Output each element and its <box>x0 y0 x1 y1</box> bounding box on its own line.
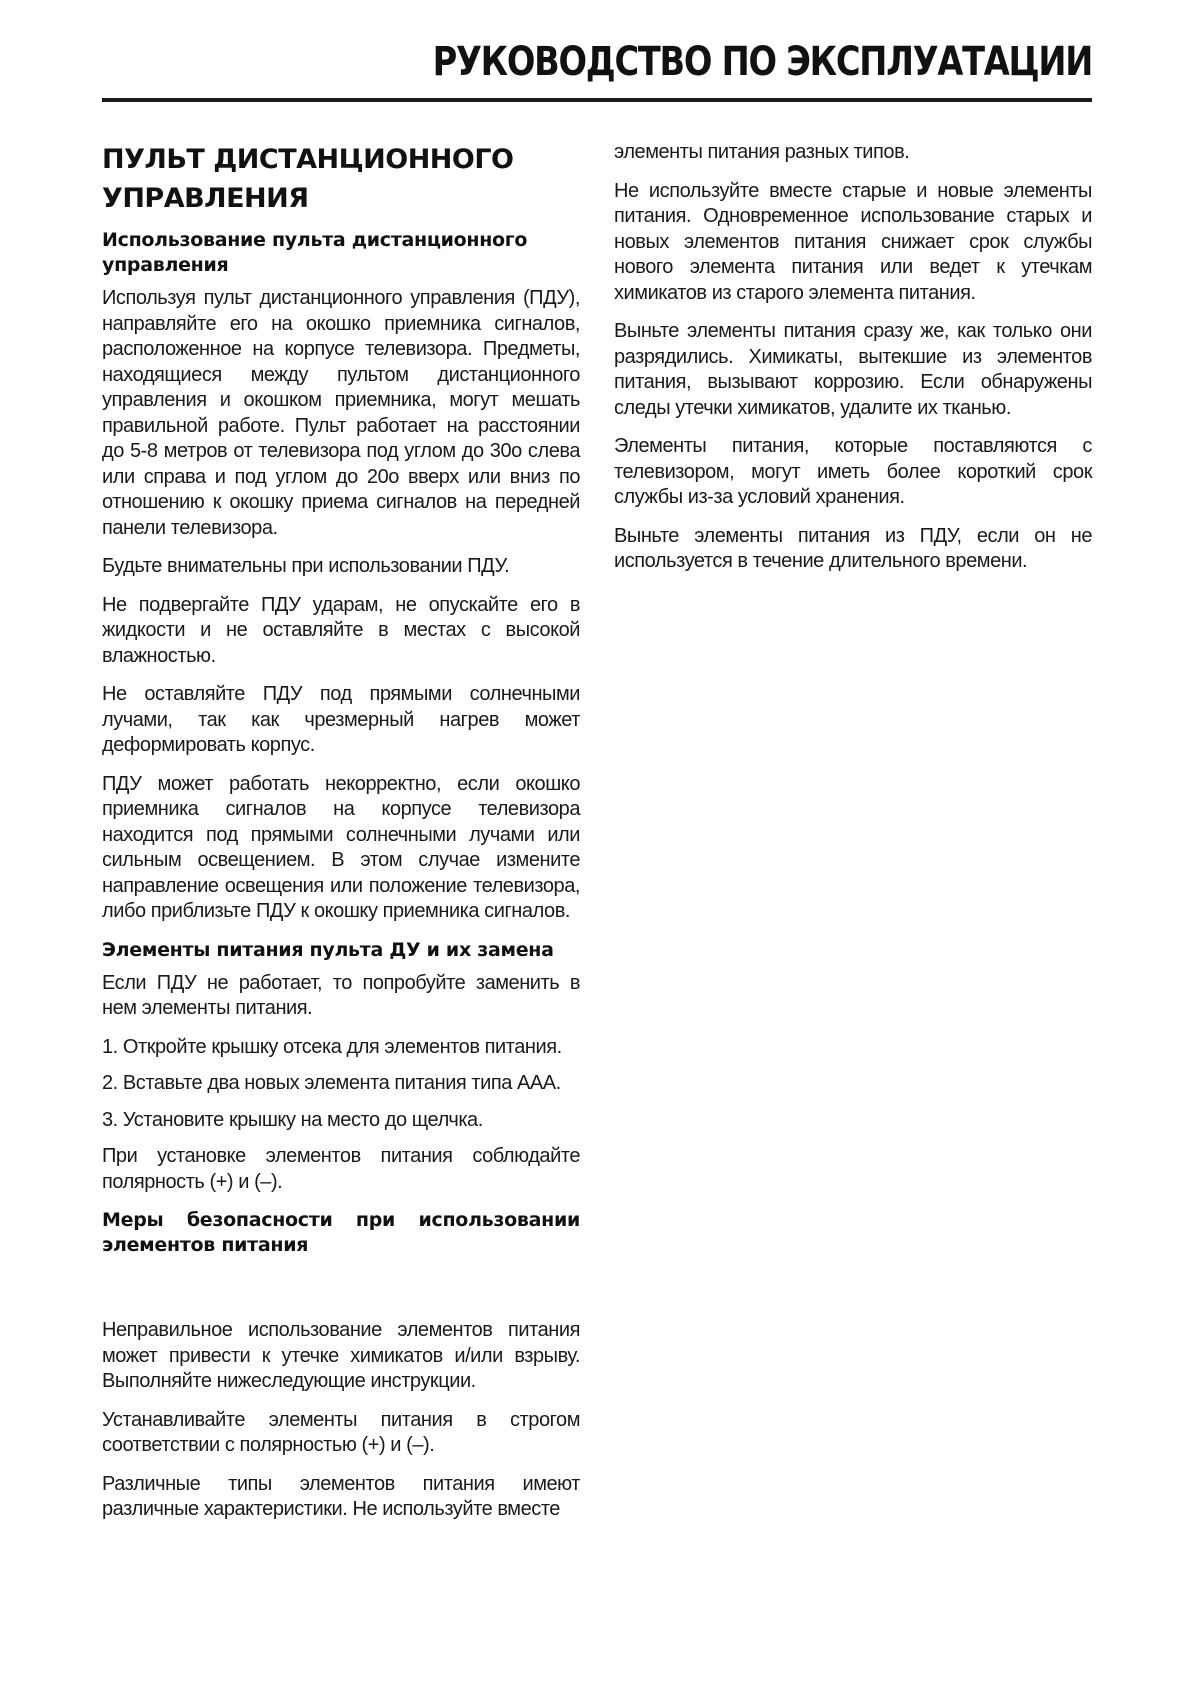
right-column <box>614 140 1092 588</box>
page-header-title: РУКОВОДСТВО ПО ЭКСПЛУАТАЦИИ <box>432 39 1092 85</box>
safety-paragraph: Не используйте вместе старые и новые элементы питания. Одновременное использование старых и новых элементов питания снижает срок службы нового элемента питания или ведет к утечкам химикатов из старого элемента питания. <box>614 179 1092 304</box>
left-column <box>102 140 580 1536</box>
battery-step: 3. Установите крышку на место до щелчка. <box>102 1108 483 1131</box>
usage-paragraph: Используя пульт дистанционного управления (ПДУ), направляйте его на окошко приемника сигналов, расположенное на корпусе телевизора. Предметы, находящиеся между пультом дистанционного управления и окошком приемника, могут мешать правильной работе. Пульт работает на расстоянии до 5-8 метров от телевизора под углом до 30о слева или справа и под углом до 20о вверх или вниз по отношению к окошку приема сигналов на передней панели телевизора. <box>102 287 580 539</box>
safety-paragraph: элементы питания разных типов. <box>614 141 910 163</box>
usage-paragraph: ПДУ может работать некорректно, если окошко приемника сигналов на корпусе телевизора находится под прямыми солнечными лучами или сильным освещением. В этом случае измените направление освещения или положение телевизора, либо приблизьте ПДУ к окошку приемника сигналов. <box>102 772 580 922</box>
section-title: ПУЛЬТ ДИСТАНЦИОННОГО УПРАВЛЕНИЯ <box>102 144 514 214</box>
safety-paragraph: Выньте элементы питания сразу же, как только они разрядились. Химикаты, вытекшие из элементов питания, вызывают коррозию. Если обнаружены следы утечки химикатов, удалите их тканью. <box>614 320 1092 419</box>
batteries-intro: Если ПДУ не работает, то попробуйте заменить в нем элементы питания. <box>102 971 580 1019</box>
safety-paragraph: Элементы питания, которые поставляются с телевизором, могут иметь более короткий срок службы из-за условий хранения. <box>614 435 1092 508</box>
battery-step: 2. Вставьте два новых элемента питания типа ААА. <box>102 1072 561 1094</box>
safety-paragraph: Устанавливайте элементы питания в строгом соответствии с полярностью (+) и (–). <box>102 1408 580 1456</box>
polarity-note: При установке элементов питания соблюдайте полярность (+) и (–). <box>102 1145 580 1193</box>
safety-paragraph: Неправильное использование элементов питания может привести к утечке химикатов и/или взрыву. Выполняйте нижеследующие инструкции. <box>102 1319 580 1392</box>
batteries-subsection-title: Элементы питания пульта ДУ и их замена <box>102 938 554 961</box>
safety-paragraph: Различные типы элементов питания имеют различные характеристики. Не используйте вместе <box>102 1472 580 1520</box>
usage-paragraph: Будьте внимательны при использовании ПДУ. <box>102 555 510 577</box>
battery-step: 1. Откройте крышку отсека для элементов питания. <box>102 1035 562 1058</box>
safety-subsection-title: Меры безопасности при использовании элементов питания <box>102 1209 580 1256</box>
safety-paragraph: Выньте элементы питания из ПДУ, если он не используется в течение длительного времени. <box>614 524 1092 572</box>
usage-paragraph: Не подвергайте ПДУ ударам, не опускайте его в жидкости и не оставляйте в местах с высокой влажностью. <box>102 593 580 667</box>
usage-subsection-title: Использование пульта дистанционного управления <box>102 229 528 276</box>
usage-paragraph: Не оставляйте ПДУ под прямыми солнечными лучами, так как чрезмерный нагрев может деформировать корпус. <box>102 683 580 756</box>
page-header <box>102 32 1092 102</box>
